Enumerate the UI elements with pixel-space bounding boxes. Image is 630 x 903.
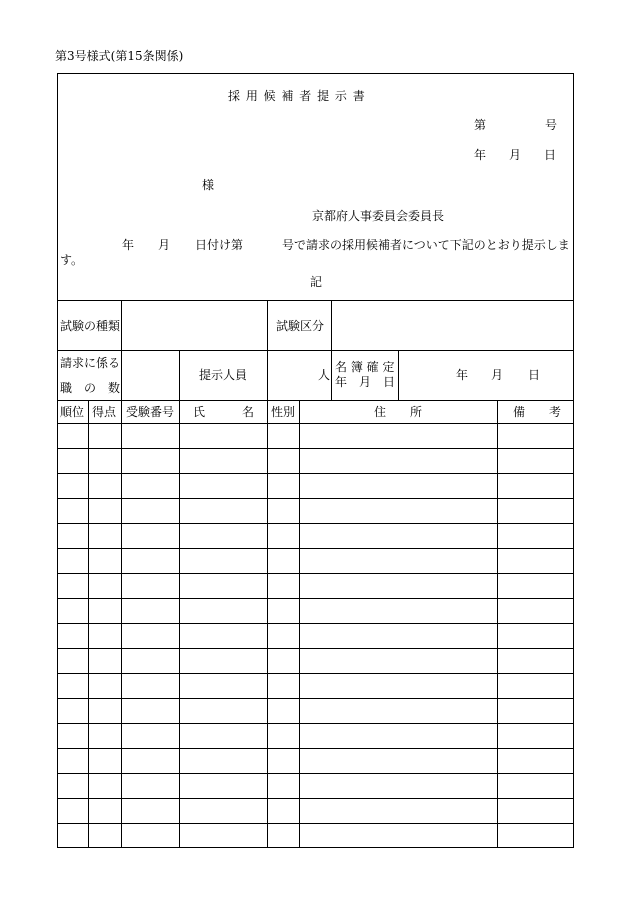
table-col-divider-5 (299, 400, 300, 848)
requested-positions-label-bottom: 職 の 数 (60, 381, 121, 395)
row1-divider-1 (121, 300, 122, 350)
header-address-1: 住 (374, 405, 387, 419)
roster-date-year: 年 (456, 368, 469, 382)
table-row-divider (57, 798, 574, 799)
row1-divider-2 (267, 300, 268, 350)
table-row-divider (57, 548, 574, 549)
header-exam-number: 受験番号 (126, 405, 175, 419)
header-remarks-1: 備 (513, 405, 526, 419)
row1-divider-3 (331, 300, 332, 350)
header-remarks-2: 考 (549, 405, 562, 419)
table-row-divider (57, 523, 574, 524)
row2-divider-3 (267, 350, 268, 400)
date-day: 日 (544, 148, 557, 162)
table-row-divider (57, 673, 574, 674)
presented-count-label: 提示人員 (199, 368, 248, 382)
addressee-suffix: 様 (202, 178, 215, 192)
header-name-1: 氏 (193, 405, 206, 419)
table-row-divider (57, 598, 574, 599)
body-year: 年 (122, 238, 135, 252)
table-row-divider (57, 748, 574, 749)
table-row-divider (57, 648, 574, 649)
roster-date-label-bottom: 年 月 日 (335, 375, 396, 389)
person-unit: 人 (318, 368, 331, 382)
table-row-divider (57, 498, 574, 499)
row2-divider-1 (121, 350, 122, 400)
doc-number-suffix: 号 (545, 118, 558, 132)
header-name-2: 名 (242, 405, 255, 419)
ki-heading: 記 (310, 275, 323, 289)
row2-divider-2 (179, 350, 180, 400)
table-row-divider (57, 823, 574, 824)
requested-positions-label-top: 請求に係る (60, 356, 121, 370)
body-month: 月 (158, 238, 171, 252)
date-month: 月 (509, 148, 522, 162)
table-col-divider-1 (88, 400, 89, 848)
header-rank: 順位 (60, 405, 85, 419)
roster-date-month: 月 (491, 368, 504, 382)
date-year: 年 (474, 148, 487, 162)
header-address-2: 所 (410, 405, 423, 419)
issuer-name: 京都府人事委員会委員長 (312, 209, 445, 223)
table-col-divider-6 (497, 400, 498, 848)
table-col-divider-3 (179, 400, 180, 848)
form-title: 採 用 候 補 者 提 示 書 (228, 89, 366, 103)
row2-divider-4 (331, 350, 332, 400)
doc-number-prefix: 第 (474, 118, 487, 132)
exam-category-label: 試験区分 (276, 319, 325, 333)
table-row-divider (57, 473, 574, 474)
table-row-divider (57, 698, 574, 699)
body-day-suffix: 日付け第 (195, 238, 244, 252)
form-number: 第3号様式(第15条関係) (55, 49, 184, 63)
table-col-divider-4 (267, 400, 268, 848)
table-row-divider (57, 573, 574, 574)
table-row-divider (57, 723, 574, 724)
row2-divider-5 (398, 350, 399, 400)
table-row-divider (57, 773, 574, 774)
divider-header (57, 300, 574, 301)
roster-date-day: 日 (528, 368, 541, 382)
roster-date-label-top: 名 簿 確 定 (335, 360, 395, 374)
table-row-divider (57, 623, 574, 624)
divider-row1 (57, 350, 574, 351)
exam-type-label: 試験の種類 (60, 319, 121, 333)
body-text: 号で請求の採用候補者について下記のとおり提示しま (282, 238, 570, 252)
table-col-divider-2 (121, 400, 122, 848)
body-text-continued: す。 (60, 253, 84, 267)
table-row-divider (57, 448, 574, 449)
header-score: 得点 (92, 405, 117, 419)
header-sex: 性別 (271, 405, 296, 419)
